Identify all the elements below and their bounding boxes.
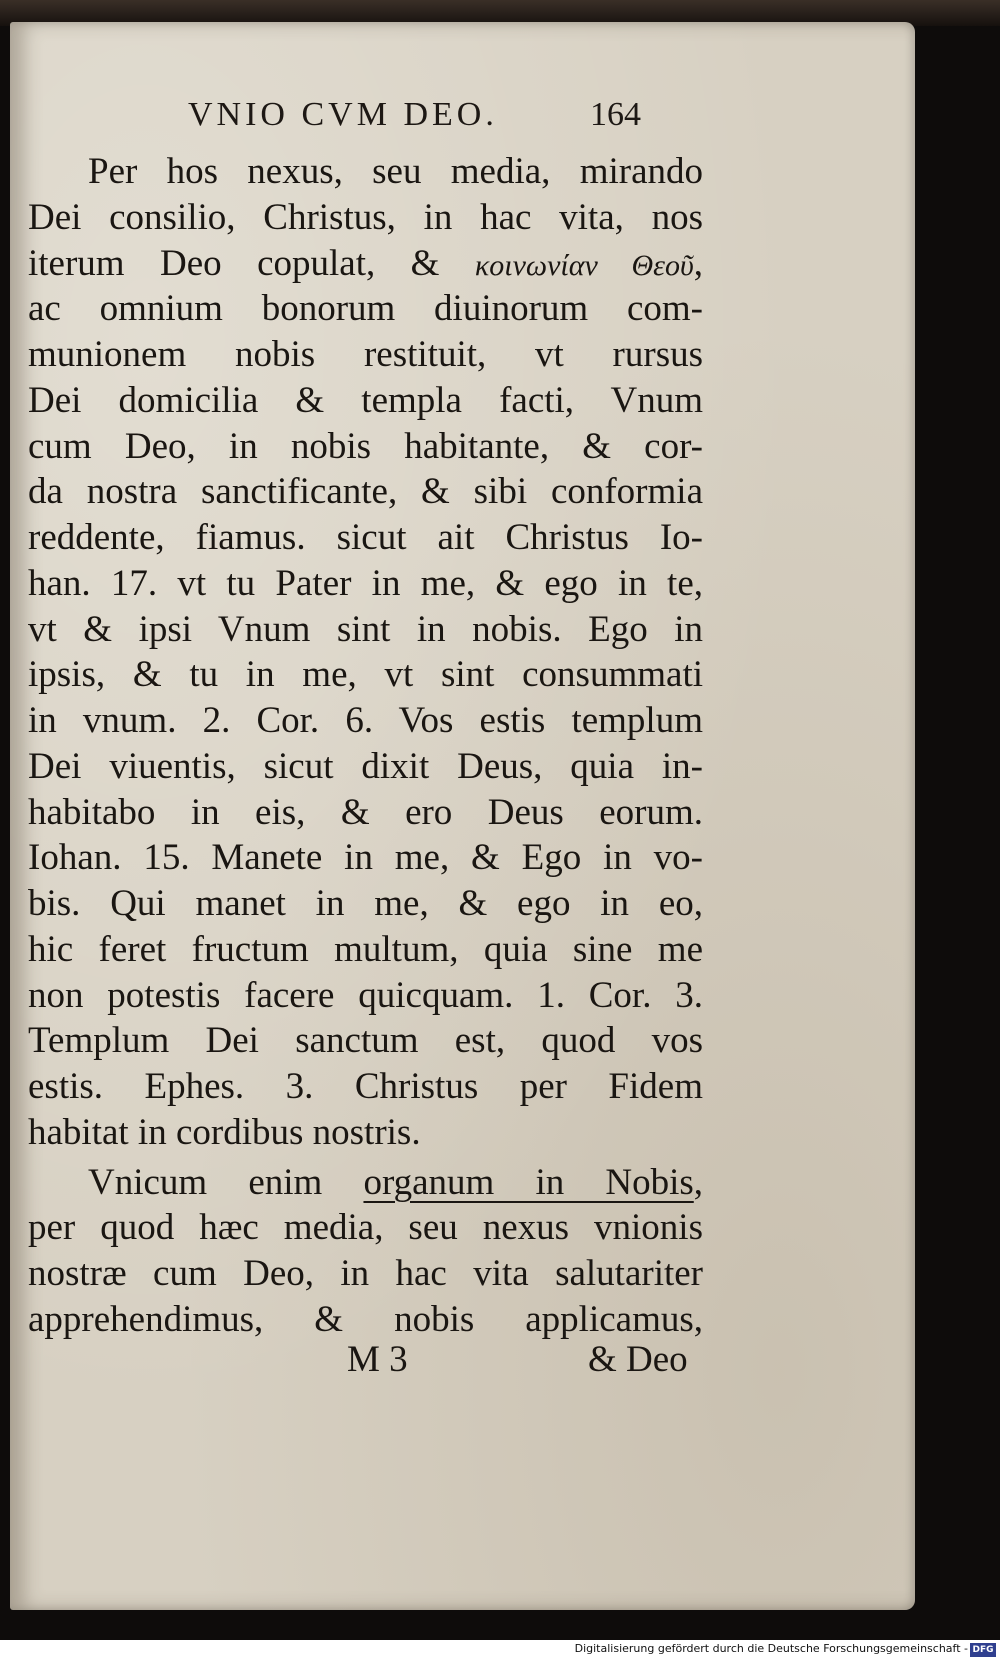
line-text: Templum Dei sanctum est, quod vos (28, 1020, 703, 1062)
line-text: ipsis, & tu in me, vt sint consummati (28, 654, 703, 696)
line-text: vt & ipsi Vnum sint in nobis. Ego in (28, 608, 703, 650)
page-footer (10, 1338, 915, 1388)
text-line (28, 332, 703, 378)
running-title: VNIO CVM DEO. (188, 96, 498, 133)
page-header (10, 96, 915, 146)
line-punctuation: , (693, 1161, 703, 1203)
line-text: Dei viuentis, sicut dixit Deus, quia in- (28, 745, 703, 787)
line-text: habitabo in eis, & ero Deus eorum. (28, 791, 703, 833)
line-text: iterum Deo copulat, & (28, 242, 440, 284)
text-line (28, 790, 703, 836)
body-text (28, 149, 703, 1343)
book-page (10, 22, 915, 1610)
line-punctuation: , (693, 242, 703, 284)
line-text: non potestis facere quicquam. 1. Cor. 3. (28, 974, 703, 1016)
text-line (28, 469, 703, 515)
dfg-logo-icon: DFG (970, 1643, 996, 1657)
text-line (28, 1251, 703, 1297)
line-text: Dei consilio, Christus, in hac vita, nos (28, 196, 703, 238)
text-line (28, 241, 703, 287)
text-line (28, 835, 703, 881)
text-line (28, 1064, 703, 1110)
line-text: da nostra sanctificante, & sibi conformia (28, 471, 703, 513)
text-line (28, 1160, 703, 1206)
text-line (28, 515, 703, 561)
text-line (28, 927, 703, 973)
line-text: reddente, fiamus. sicut ait Christus Io- (28, 517, 703, 558)
underlined-phrase: organum in Nobis (363, 1161, 694, 1203)
credit-text: Digitalisierung gefördert durch die Deutsche Forschungsgemeinschaft - (574, 1642, 968, 1655)
text-line (28, 286, 703, 332)
signature-mark: M 3 (347, 1339, 408, 1380)
line-text: in vnum. 2. Cor. 6. Vos estis templum (28, 700, 703, 741)
text-line (28, 744, 703, 790)
line-text: habitat in cordibus nostris. (28, 1111, 421, 1153)
text-line (28, 652, 703, 698)
text-line (28, 561, 703, 607)
line-text: hic feret fructum multum, quia sine me (28, 928, 703, 970)
line-text: Iohan. 15. Manete in me, & Ego in vo- (28, 837, 703, 879)
line-text: bis. Qui manet in me, & ego in eo, (28, 883, 703, 924)
line-text: Dei domicilia & templa facti, Vnum (28, 379, 703, 421)
credit-bar (0, 1640, 1000, 1661)
line-text: han. 17. vt tu Pater in me, & ego in te, (28, 562, 703, 604)
text-line (28, 1297, 703, 1343)
greek-phrase: κοινωνίαν Θεοῦ (474, 248, 694, 282)
line-text: Vnicum enim (88, 1161, 323, 1203)
text-line (28, 1205, 703, 1251)
text-line (28, 698, 703, 744)
text-line (28, 1110, 703, 1156)
catchword: & Deo (588, 1339, 688, 1380)
line-text: estis. Ephes. 3. Christus per Fidem (28, 1066, 703, 1107)
line-text: per quod hæc media, seu nexus vnionis (28, 1207, 703, 1249)
line-text: cum Deo, in nobis habitante, & cor- (28, 425, 703, 467)
line-text: ac omnium bonorum diuinorum com- (28, 288, 703, 330)
line-text: munionem nobis restituit, vt rursus (28, 334, 703, 375)
line-text: Per hos nexus, seu media, mirando (88, 151, 703, 192)
text-line (28, 378, 703, 424)
text-line (28, 149, 703, 195)
line-text: apprehendimus, & nobis applicamus, (28, 1298, 703, 1340)
text-line (28, 424, 703, 470)
text-line (28, 607, 703, 653)
text-line (28, 195, 703, 241)
text-line (28, 881, 703, 927)
text-line (28, 973, 703, 1019)
line-text: nostræ cum Deo, in hac vita salutariter (28, 1253, 703, 1294)
text-line (28, 1018, 703, 1064)
page-number: 164 (590, 96, 641, 133)
